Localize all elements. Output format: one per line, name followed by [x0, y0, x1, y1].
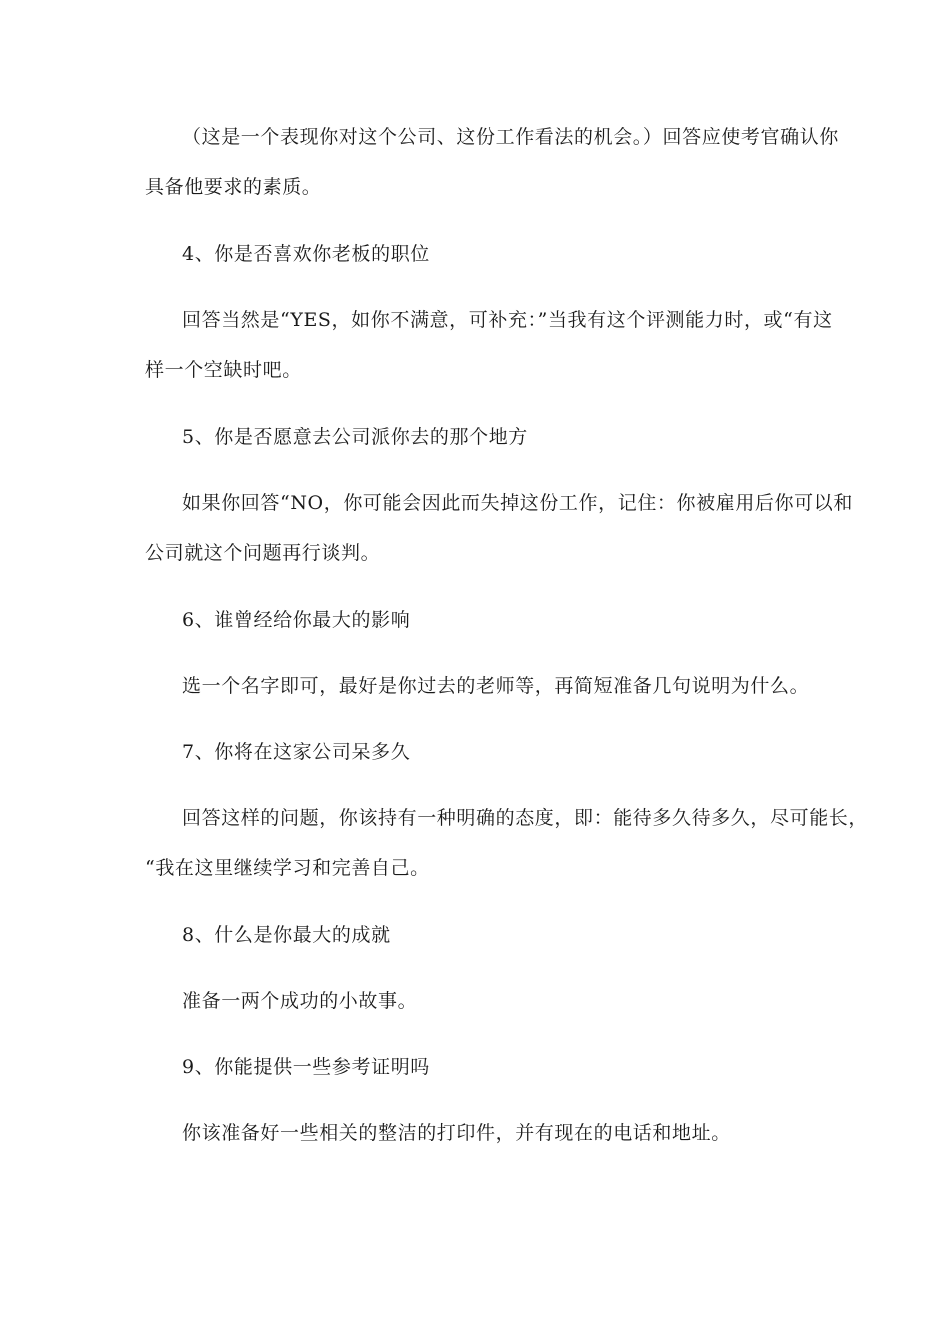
question-heading: 7、你将在这家公司呆多久	[182, 741, 411, 763]
question-heading: 4、你是否喜欢你老板的职位	[182, 243, 430, 265]
body-paragraph-line: 你该准备好一些相关的整洁的打印件，并有现在的电话和地址。	[182, 1122, 731, 1144]
question-heading: 8、什么是你最大的成就	[182, 924, 391, 946]
body-paragraph-line: “我在这里继续学习和完善自己。	[145, 857, 430, 879]
body-paragraph-line: 选一个名字即可，最好是你过去的老师等，再简短准备几句说明为什么。	[182, 675, 810, 697]
question-heading: 9、你能提供一些参考证明吗	[182, 1056, 430, 1078]
question-heading: 5、你是否愿意去公司派你去的那个地方	[182, 426, 528, 448]
body-paragraph-line: 公司就这个问题再行谈判。	[145, 542, 381, 564]
body-paragraph-line: 具备他要求的素质。	[145, 176, 322, 198]
body-paragraph-line: 回答当然是“YES，如你不满意，可补充：”当我有这个评测能力时，或“有这	[182, 309, 833, 331]
body-paragraph-line: （这是一个表现你对这个公司、这份工作看法的机会。）回答应使考官确认你	[182, 126, 839, 148]
question-heading: 6、谁曾经给你最大的影响	[182, 609, 411, 631]
body-paragraph-line: 如果你回答“NO，你可能会因此而失掉这份工作，记住：你被雇用后你可以和	[182, 492, 853, 514]
body-paragraph-line: 样一个空缺时吧。	[145, 359, 302, 381]
body-paragraph-line: 准备一两个成功的小故事。	[182, 990, 418, 1012]
body-paragraph-line: 回答这样的问题，你该持有一种明确的态度，即：能待多久待多久，尽可能长，	[182, 807, 869, 829]
